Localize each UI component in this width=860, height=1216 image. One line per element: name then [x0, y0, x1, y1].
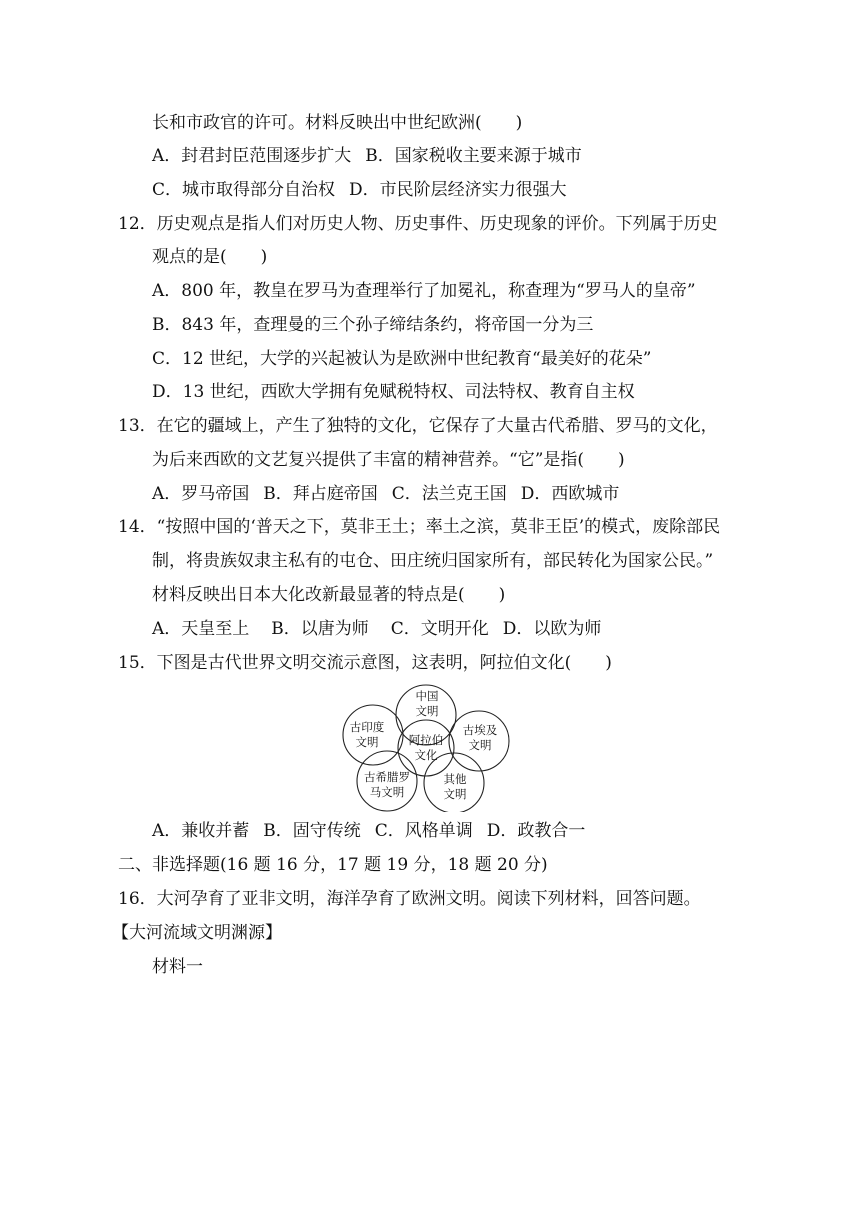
label-egypt-2: 文明	[468, 738, 492, 752]
q16-stem-line1: 16．大河孕育了亚非文明，海洋孕育了欧洲文明。阅读下列材料，回答问题。	[118, 889, 701, 909]
q13-stem-line2: 为后来西欧的文艺复兴提供了丰富的精神营养。“它”是指( )	[152, 450, 625, 470]
label-other-1: 其他	[443, 772, 467, 786]
q12-stem-line2: 观点的是( )	[152, 247, 268, 267]
q12-stem-line1: 12．历史观点是指人们对历史人物、历史事件、历史现象的评价。下列属于历史	[118, 214, 718, 234]
q15-options	[152, 820, 599, 842]
q14-stem-line3: 材料反映出日本大化改新最显著的特点是( )	[152, 585, 506, 605]
q14-stem-line2: 制，将贵族奴隶主私有的屯仓、田庄统归国家所有，部民转化为国家公民。”	[152, 551, 714, 571]
label-other-2: 文明	[443, 787, 467, 801]
civilization-exchange-diagram	[340, 682, 512, 812]
section2-heading: 二、非选择题(16 题 16 分，17 题 19 分，18 题 20 分)	[118, 855, 548, 875]
q14-option-a[interactable]: A．天皇至上	[152, 619, 250, 639]
q14-option-d[interactable]: D．以欧为师	[502, 619, 602, 639]
q13-option-d[interactable]: D．西欧城市	[520, 484, 620, 504]
q11-options-row2	[152, 179, 581, 201]
label-india-2: 文明	[355, 735, 379, 749]
label-greece-1: 古希腊罗	[364, 770, 410, 784]
q12-option-d[interactable]: D．13 世纪，西欧大学拥有免赋税特权、司法特权、教育自主权	[152, 382, 635, 402]
q11-option-a[interactable]: A．封君封臣范围逐步扩大	[152, 146, 352, 166]
label-egypt-1: 古埃及	[462, 723, 498, 737]
q16-subheading: 【大河流域文明渊源】	[112, 923, 282, 943]
label-arab-2: 文化	[414, 748, 438, 762]
q11-options-row1	[152, 145, 596, 167]
q12-option-a[interactable]: A．800 年，教皇在罗马为查理举行了加冕礼，称查理为“罗马人的皇帝”	[152, 281, 696, 301]
q11-option-d[interactable]: D．市民阶层经济实力很强大	[349, 180, 567, 200]
q16-material-label: 材料一	[152, 957, 203, 977]
label-india-1: 古印度	[349, 720, 385, 734]
q13-option-b[interactable]: B．拜占庭帝国	[263, 484, 378, 504]
label-greece-2: 马文明	[369, 785, 405, 799]
label-china-2: 文明	[415, 704, 439, 718]
q11-option-c[interactable]: C．城市取得部分自治权	[152, 180, 336, 200]
q15-stem-line1: 15．下图是古代世界文明交流示意图，这表明，阿拉伯文化( )	[118, 653, 612, 673]
q11-option-b[interactable]: B．国家税收主要来源于城市	[365, 146, 582, 166]
q15-option-c[interactable]: C．风格单调	[374, 821, 473, 841]
q14-option-b[interactable]: B．以唐为师	[271, 619, 369, 639]
label-china-1: 中国	[415, 689, 439, 703]
q12-option-c[interactable]: C．12 世纪，大学的兴起被认为是欧洲中世纪教育“最美好的花朵”	[152, 349, 652, 369]
label-arab-1: 阿拉伯	[408, 733, 444, 747]
q14-option-c[interactable]: C．文明开化	[390, 619, 489, 639]
q14-stem-line1: 14．“按照中国的‘普天之下，莫非王土；率土之滨，莫非王臣’的模式，废除部民	[118, 517, 721, 537]
q15-option-a[interactable]: A．兼收并蓄	[152, 821, 250, 841]
q15-option-b[interactable]: B．固守传统	[263, 821, 361, 841]
q15-option-d[interactable]: D．政教合一	[486, 821, 586, 841]
q11-continuation: 长和市政官的许可。材料反映出中世纪欧洲( )	[152, 113, 523, 133]
q13-option-c[interactable]: C．法兰克王国	[391, 484, 507, 504]
q13-stem-line1: 13．在它的疆域上，产生了独特的文化，它保存了大量古代希腊、罗马的文化，	[118, 416, 718, 436]
q12-option-b[interactable]: B．843 年，查理曼的三个孙子缔结条约，将帝国一分为三	[152, 315, 594, 335]
q13-option-a[interactable]: A．罗马帝国	[152, 484, 250, 504]
q13-options	[152, 483, 633, 505]
q14-options	[152, 618, 615, 640]
